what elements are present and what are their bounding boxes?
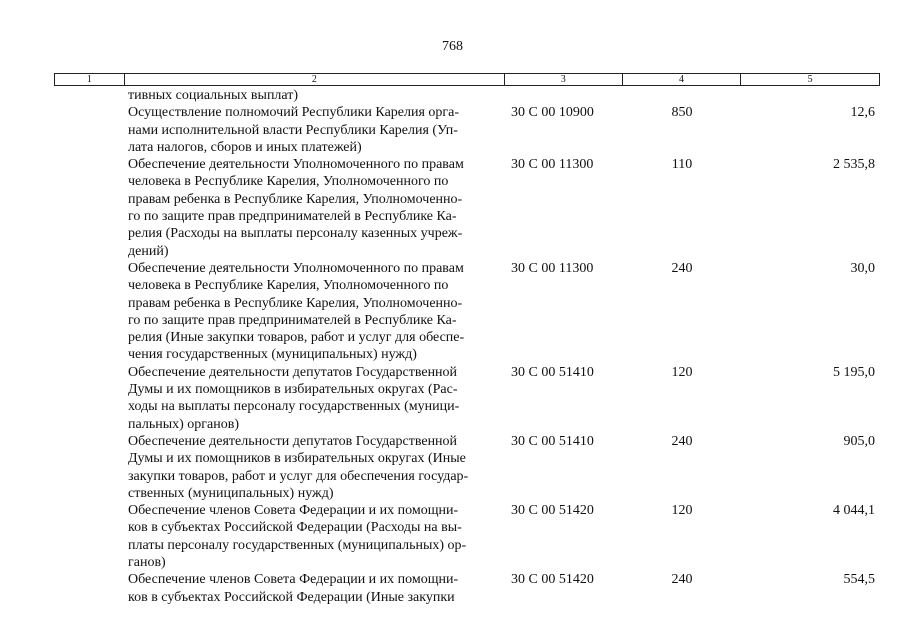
column-header-4: 4 bbox=[623, 74, 742, 85]
table-row bbox=[0, 260, 905, 364]
row-code: 30 С 00 51420 bbox=[511, 503, 594, 519]
row-type: 120 bbox=[671, 503, 693, 519]
row-amount: 5 195,0 bbox=[833, 364, 875, 380]
table-row bbox=[0, 364, 905, 433]
row-amount: 905,0 bbox=[843, 433, 875, 449]
row-amount: 554,5 bbox=[843, 572, 875, 588]
row-code: 30 С 00 11300 bbox=[511, 157, 594, 173]
table-row bbox=[0, 571, 905, 606]
table-body bbox=[0, 87, 905, 606]
row-description: Обеспечение членов Совета Федерации и их помощни- ков в субъектах Российской Федерации (Иные закупки bbox=[128, 572, 459, 605]
table-row bbox=[0, 502, 905, 571]
row-description: Обеспечение деятельности Уполномоченного по правам человека в Республике Карелия, Уполномоченного по правам ребенка в Республике Карелия, Уполномоченно- го по защите прав предпринимателей в Республике Ка- релия (Иные закупки товаров, работ и услуг для обеспе- чения государственных (муниципальных) нужд) bbox=[128, 260, 465, 363]
table-row bbox=[0, 104, 905, 156]
table-header bbox=[54, 73, 880, 86]
column-header-2: 2 bbox=[125, 74, 505, 85]
column-header-3: 3 bbox=[505, 74, 623, 85]
row-type: 120 bbox=[671, 364, 693, 380]
row-description: Обеспечение деятельности Уполномоченного по правам человека в Республике Карелия, Уполномоченного по правам ребенка в Республике Карелия, Уполномоченно- го по защите прав предпринимателей в Республике Ка- релия (Расходы на выплаты персоналу казенных учреж- дений) bbox=[128, 157, 464, 259]
row-amount: 30,0 bbox=[850, 260, 875, 276]
row-type: 110 bbox=[671, 157, 693, 173]
continuation-row bbox=[0, 87, 905, 104]
row-type: 240 bbox=[671, 433, 693, 449]
row-code: 30 С 00 51410 bbox=[511, 433, 594, 449]
column-header-1: 1 bbox=[55, 74, 125, 85]
row-code: 30 С 00 10900 bbox=[511, 105, 594, 121]
continuation-text: тивных социальных выплат) bbox=[128, 88, 299, 103]
row-description: Обеспечение деятельности депутатов Государственной Думы и их помощников в избирательных округах (Иные закупки товаров, работ и услуг для обеспечения государ- ственных (муниципальных) нужд) bbox=[128, 433, 469, 501]
row-type: 240 bbox=[671, 572, 693, 588]
row-type: 850 bbox=[671, 105, 693, 121]
row-type: 240 bbox=[671, 260, 693, 276]
row-code: 30 С 00 51410 bbox=[511, 364, 594, 380]
row-description: Осуществление полномочий Республики Карелия орга- нами исполнительной власти Республики Карелия (Уп- лата налогов, сборов и иных платежей) bbox=[128, 105, 460, 155]
table-row bbox=[0, 433, 905, 502]
row-code: 30 С 00 51420 bbox=[511, 572, 594, 588]
row-description: Обеспечение членов Совета Федерации и их помощни- ков в субъектах Российской Федерации (Расходы на вы- платы персоналу государственных (муниципальных) ор- ганов) bbox=[128, 503, 467, 571]
table-row bbox=[0, 156, 905, 260]
row-description: Обеспечение деятельности депутатов Государственной Думы и их помощников в избирательных округах (Рас- ходы на выплаты персоналу государственных (муници- пальных) органов) bbox=[128, 364, 460, 432]
row-code: 30 С 00 11300 bbox=[511, 260, 594, 276]
row-amount: 4 044,1 bbox=[833, 503, 875, 519]
row-amount: 2 535,8 bbox=[833, 157, 875, 173]
row-amount: 12,6 bbox=[850, 105, 875, 121]
column-header-5: 5 bbox=[807, 74, 813, 85]
page-number: 768 bbox=[442, 39, 463, 54]
